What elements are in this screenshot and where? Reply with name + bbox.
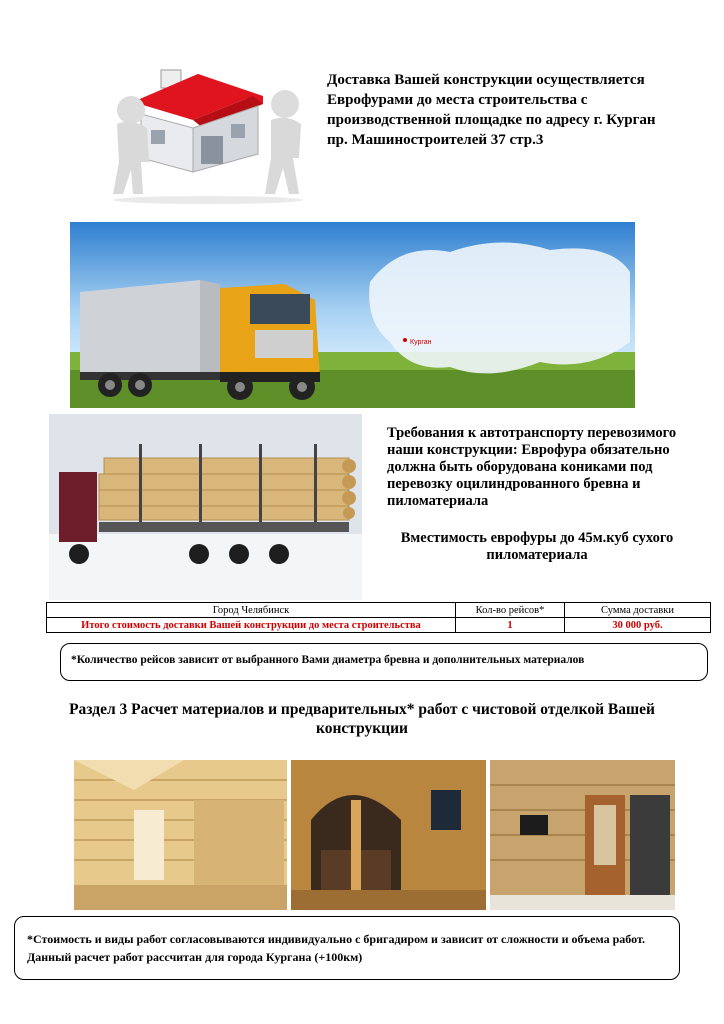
table-row xyxy=(47,618,711,633)
total-label: Итого стоимость доставки Вашей конструкции до места строительства xyxy=(47,618,456,633)
house-carriers-illustration xyxy=(103,62,318,205)
table-header-row xyxy=(47,603,711,618)
interior-photo-2 xyxy=(291,760,486,910)
header-sum: Сумма доставки xyxy=(565,603,711,618)
header-city: Город Челябинск xyxy=(47,603,456,618)
timber-truck-photo xyxy=(49,414,362,600)
interior-photo-1 xyxy=(74,760,287,910)
truck-map-banner xyxy=(70,222,635,408)
works-note-box xyxy=(14,916,680,980)
works-note-text: *Стоимость и виды работ согласовываются индивидуально с бригадиром и зависит от сложности и объема работ. Данный расчет работ рассчитан для города Кургана (+100км) xyxy=(27,932,645,964)
trips-note-box xyxy=(60,643,708,681)
total-trips: 1 xyxy=(456,618,565,633)
section-3-title: Раздел 3 Расчет материалов и предварительных* работ с чистовой отделкой Вашей конструкции xyxy=(69,701,655,737)
eurotruck-capacity-text: Вместимость еврофуры до 45м.куб сухого пиломатериала xyxy=(400,530,674,563)
interior-photo-3 xyxy=(490,760,675,910)
trips-note-text: *Количество рейсов зависит от выбранного Вами диаметра бревна и дополнительных материалов xyxy=(71,654,585,666)
header-trips: Кол-во рейсов* xyxy=(456,603,565,618)
delivery-intro-text: Доставка Вашей конструкции осуществляется Еврофурами до места строительства с производственной площадке по адресу г. Курган пр. Машиностроителей 37 стр.3 xyxy=(327,72,656,148)
total-sum: 30 000 руб. xyxy=(565,618,711,633)
map-city-label: Курган xyxy=(410,339,432,346)
delivery-cost-table xyxy=(46,602,711,633)
transport-requirements-text: Требования к автотранспорту перевозимого наши конструкции: Еврофура обязательно должна быть оборудована кониками под перевозку оцилиндрованного бревна и пиломатериала xyxy=(387,425,677,509)
